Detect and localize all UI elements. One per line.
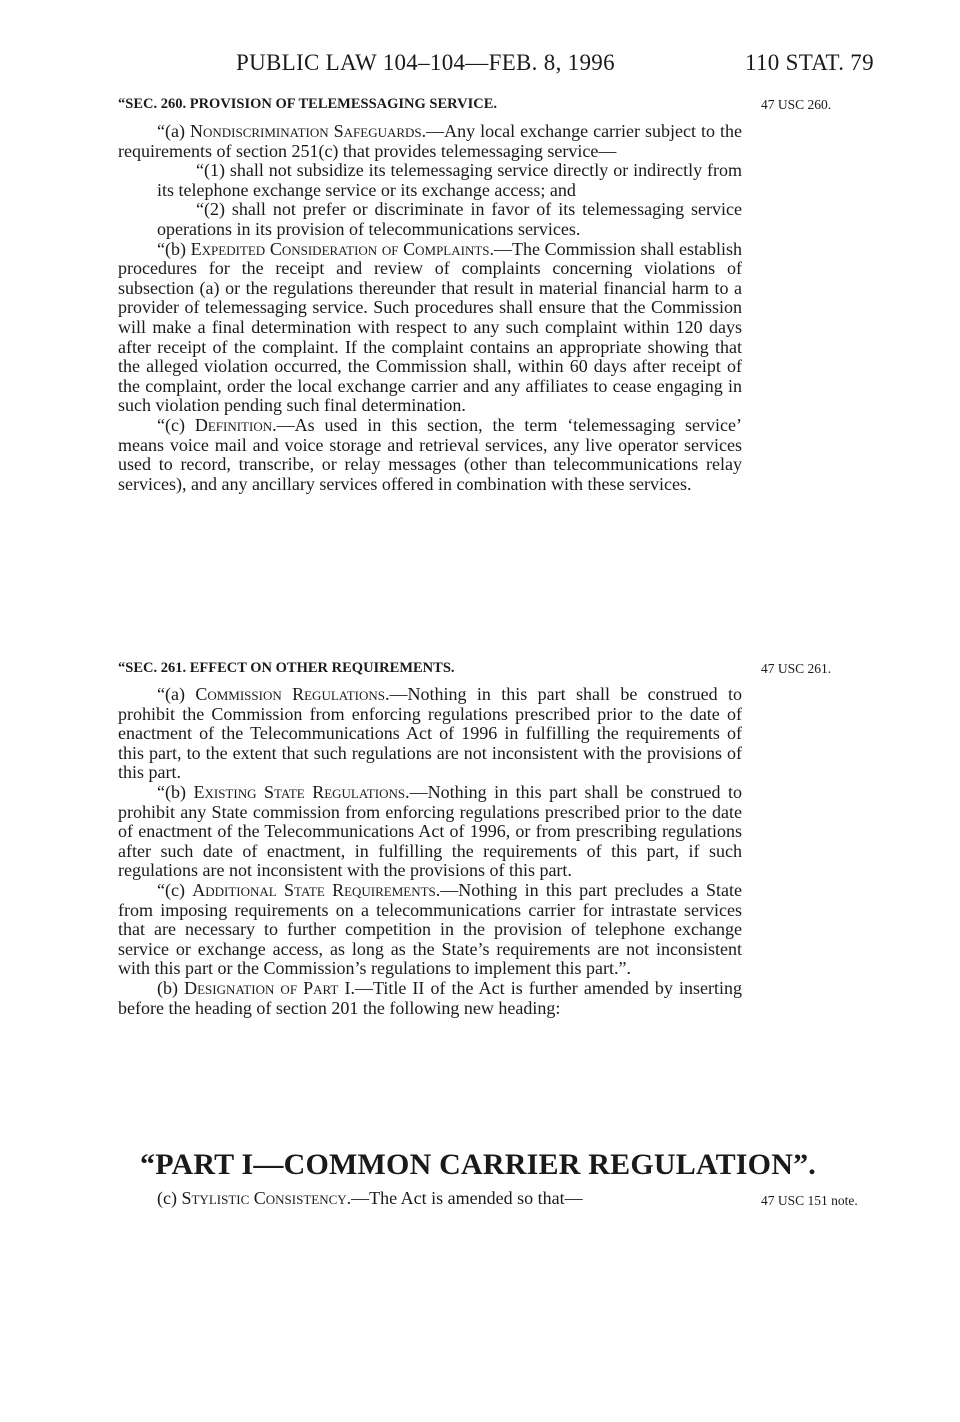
usc-note-151: 47 USC 151 note. [761,1193,858,1208]
part-i-heading: “PART I—COMMON CARRIER REGULATION”. [140,1148,816,1181]
subsection-260-a: “(a) Nondiscrimination Safeguards.—Any local exchange carrier subject to the requirements of section 251(c) that provides telemessaging service— [118,121,742,161]
subsection-261-c: “(c) Additional State Requirements.—Nothing in this part precludes a State from imposing requirements on a telecommunications carrier for intrastate services that are necessary to further competition in the provision of telephone exchange service or exchange access, as long as the State’s requirements are not inconsistent with this part or the Commission’s regulations to implement this part.”. [118,879,742,979]
section-261-heading: “SEC. 261. EFFECT ON OTHER REQUIREMENTS. [118,660,455,676]
usc-note-261: 47 USC 261. [761,661,832,676]
section-261-body [118,685,742,1018]
section-260-heading: “SEC. 260. PROVISION OF TELEMESSAGING SERVICE. [118,96,497,112]
stat-page-number: 110 STAT. 79 [745,50,874,75]
running-header-title: PUBLIC LAW 104–104—FEB. 8, 1996 [236,50,615,75]
section-260-body [118,122,742,494]
subsection-stylistic-consistency: (c) Stylistic Consistency.—The Act is amended so that— [157,1188,583,1208]
paragraph-260-a-2: “(2) shall not prefer or discriminate in favor of its telemessaging service operations in its provision of telecommunications services. [157,199,742,239]
paragraph-260-a-1: “(1) shall not subsidize its telemessaging service directly or indirectly from its telephone exchange service or its exchange access; and [157,160,742,200]
subsection-designation-part-i: (b) Designation of Part I.—Title II of the Act is further amended by inserting before the heading of section 201 the following new heading: [118,977,742,1018]
subsection-261-a: “(a) Commission Regulations.—Nothing in this part shall be construed to prohibit the Commission from enforcing regulations prescribed prior to the date of enactment of the Telecommunications Act of 1996 in fulfilling the requirements of this part, to the extent that such regulations are not inconsistent with the provisions of this part. [118,684,743,783]
usc-note-260: 47 USC 260. [761,97,832,112]
stylistic-consistency-block [118,1189,742,1209]
subsection-260-c: “(c) Definition.—As used in this section, the term ‘telemessaging service’ means voice mail and voice storage and retrieval services, any live operator services used to record, transcribe, or relay messages (other than telecommunications relay services), and any ancillary services offered in combination with these services. [118,414,742,494]
subsection-261-b: “(b) Existing State Regulations.—Nothing in this part shall be construed to prohibit any State commission from enforcing regulations prescribed prior to the date of enactment of the Telecommunications Act of 1996, or from prescribing regulations after such date of enactment, in fulfilling the requirements of this part, if such regulations are not inconsistent with the provisions of this part. [118,781,742,881]
subsection-260-b: “(b) Expedited Consideration of Complaints.—The Commission shall establish procedures for the receipt and review of complaints concerning violations of subsection (a) or the regulations thereunder that result in material financial harm to a provider of telemessaging service. Such procedures shall ensure that the Commission will make a final determination with respect to any such complaint within 120 days after receipt of the complaint. If the complaint contains an appropriate showing that the alleged violation occurred, the Commission shall, within 60 days after receipt of the complaint, order the local exchange carrier and any affiliates to cease engaging in such violation pending such final determination. [118,238,742,416]
